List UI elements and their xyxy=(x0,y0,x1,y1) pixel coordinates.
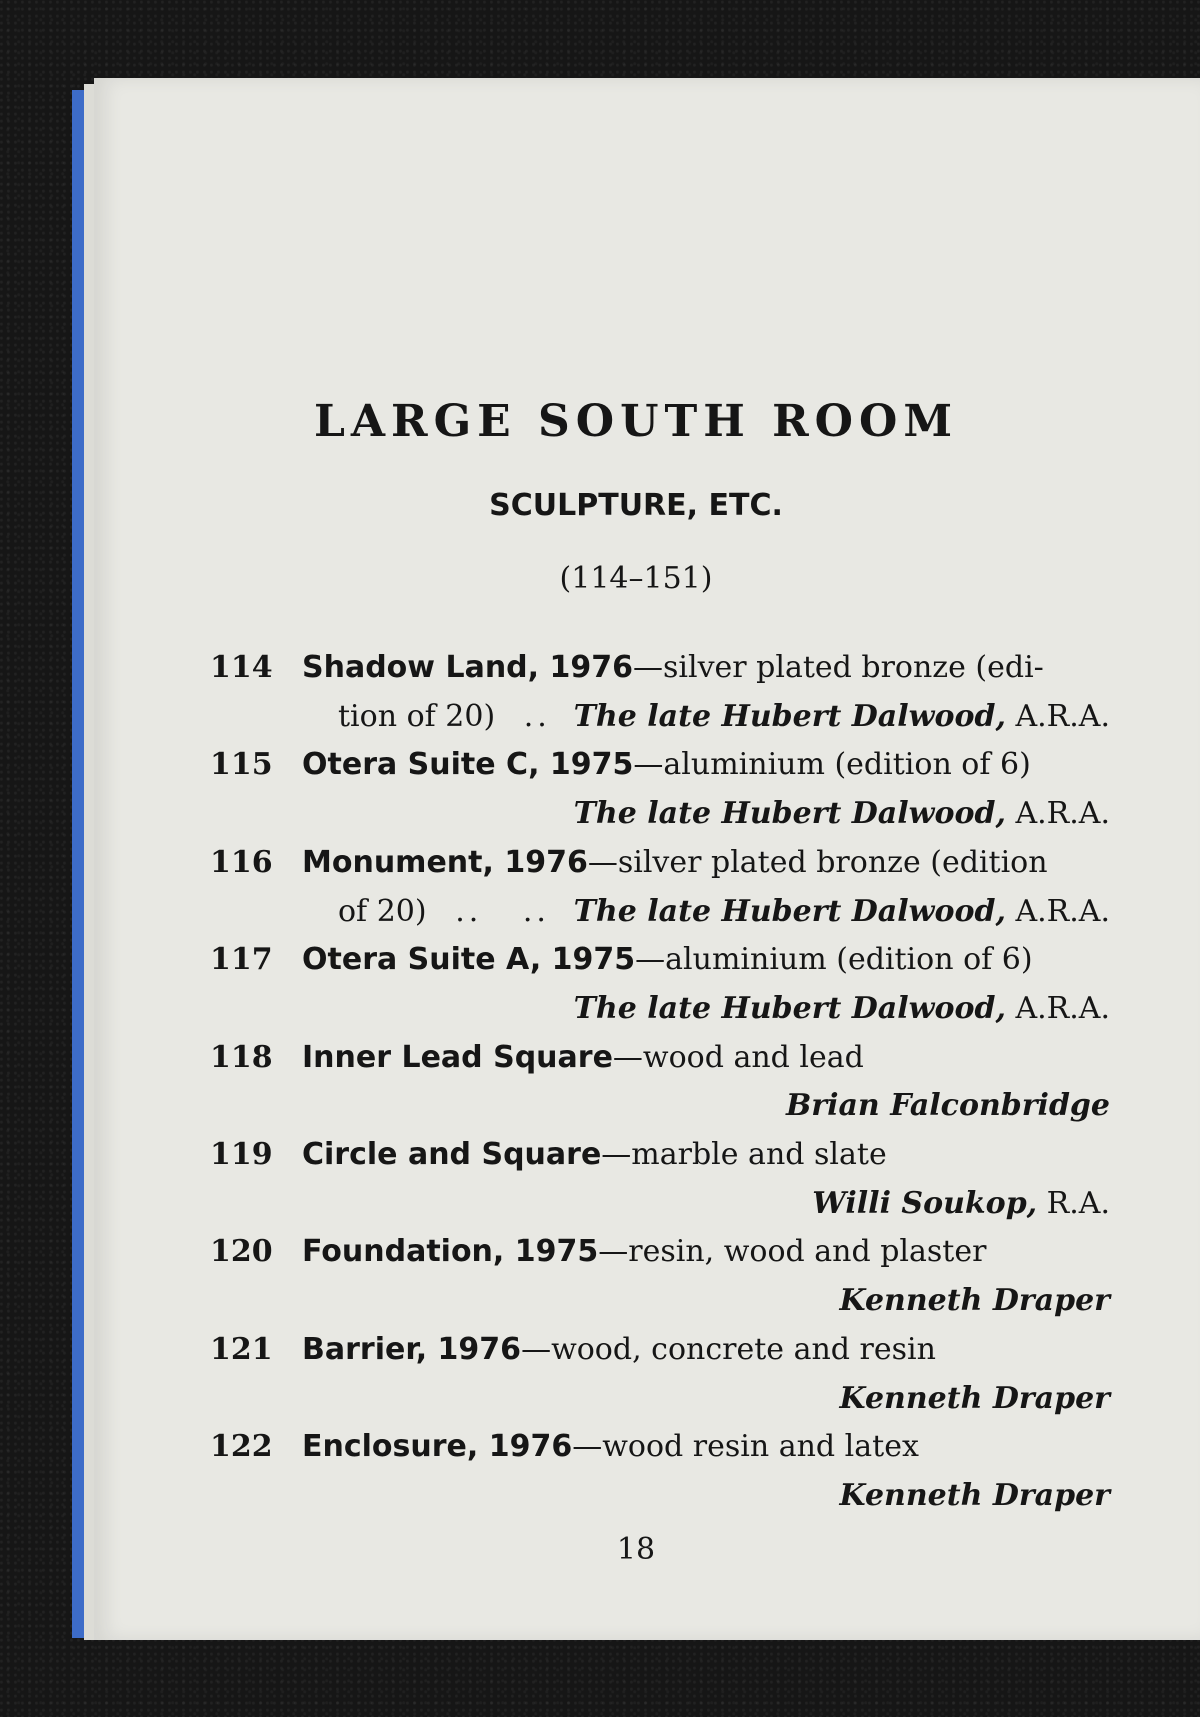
artist-suffix: A.R.A. xyxy=(1015,796,1110,832)
artist-suffix: R.A. xyxy=(1046,1185,1110,1221)
artist-suffix: A.R.A. xyxy=(1015,893,1110,929)
book-spine xyxy=(72,90,84,1638)
entry-title: Shadow Land, 1976 xyxy=(302,650,633,685)
entry-number: 118 xyxy=(210,1039,273,1075)
entry-continuation: of 20) xyxy=(338,893,427,929)
catalogue-entry xyxy=(210,1326,1110,1423)
entry-description: —resin, wood and plaster xyxy=(598,1234,987,1270)
entry-title: Otera Suite A, 1975 xyxy=(302,942,636,978)
catalogue-entry xyxy=(210,741,1110,838)
catalogue-page xyxy=(94,78,1200,1640)
entry-description: —aluminium (edition of 6) xyxy=(635,942,1033,978)
entry-artist: The late Hubert Dalwood, xyxy=(573,796,1006,832)
catalogue-range: (114–151) xyxy=(559,561,713,596)
page-title: LARGE SOUTH ROOM xyxy=(313,396,959,447)
entry-number: 117 xyxy=(210,942,273,978)
entry-description: —marble and slate xyxy=(601,1137,887,1173)
artist-suffix: A.R.A. xyxy=(1015,990,1110,1026)
entry-description: —wood and lead xyxy=(612,1039,864,1075)
catalogue-entry xyxy=(210,839,1110,936)
entry-description: —silver plated bronze (edi- xyxy=(632,650,1044,685)
entry-description: —wood resin and latex xyxy=(572,1429,919,1465)
catalogue-entry xyxy=(210,1423,1110,1520)
entry-title: Monument, 1976 xyxy=(302,844,588,880)
entry-title: Barrier, 1976 xyxy=(302,1331,522,1367)
catalogue-entry xyxy=(210,644,1110,741)
leader-dots: .. xyxy=(523,698,551,734)
entry-title: Foundation, 1975 xyxy=(302,1234,599,1270)
entry-artist: Brian Falconbridge xyxy=(785,1088,1110,1124)
leader-dots: .. .. xyxy=(455,893,550,929)
entry-title: Enclosure, 1976 xyxy=(302,1429,573,1465)
entry-artist: The late Hubert Dalwood, xyxy=(573,698,1006,734)
entry-number: 119 xyxy=(210,1137,273,1173)
entry-number: 121 xyxy=(210,1331,273,1367)
section-subtitle: SCULPTURE, ETC. xyxy=(489,488,783,523)
entry-title: Otera Suite C, 1975 xyxy=(302,747,634,783)
catalogue-entry xyxy=(210,1034,1110,1131)
entry-number: 116 xyxy=(210,844,273,880)
page-number: 18 xyxy=(616,1532,656,1567)
artist-suffix: A.R.A. xyxy=(1015,698,1110,734)
entry-artist: The late Hubert Dalwood, xyxy=(573,990,1006,1026)
entry-artist: The late Hubert Dalwood, xyxy=(573,893,1006,929)
entry-description: —wood, concrete and resin xyxy=(521,1331,936,1367)
entry-number: 120 xyxy=(210,1234,273,1270)
entry-title: Circle and Square xyxy=(302,1137,602,1173)
entry-number: 115 xyxy=(210,747,273,783)
entry-list xyxy=(210,644,1110,1521)
entry-title: Inner Lead Square xyxy=(302,1039,613,1075)
entry-description: —silver plated bronze (edition xyxy=(587,844,1048,880)
entry-number: 122 xyxy=(210,1429,273,1465)
entry-artist: Kenneth Draper xyxy=(839,1283,1110,1319)
entry-number: 114 xyxy=(210,650,273,685)
catalogue-entry xyxy=(210,936,1110,1033)
catalogue-entry xyxy=(210,1131,1110,1228)
entry-artist: Kenneth Draper xyxy=(839,1380,1110,1416)
entry-continuation: tion of 20) xyxy=(338,698,496,734)
entry-description: —aluminium (edition of 6) xyxy=(633,747,1031,783)
catalogue-entry xyxy=(210,1228,1110,1325)
entry-artist: Willi Soukop, xyxy=(812,1185,1038,1221)
entry-artist: Kenneth Draper xyxy=(839,1477,1110,1513)
